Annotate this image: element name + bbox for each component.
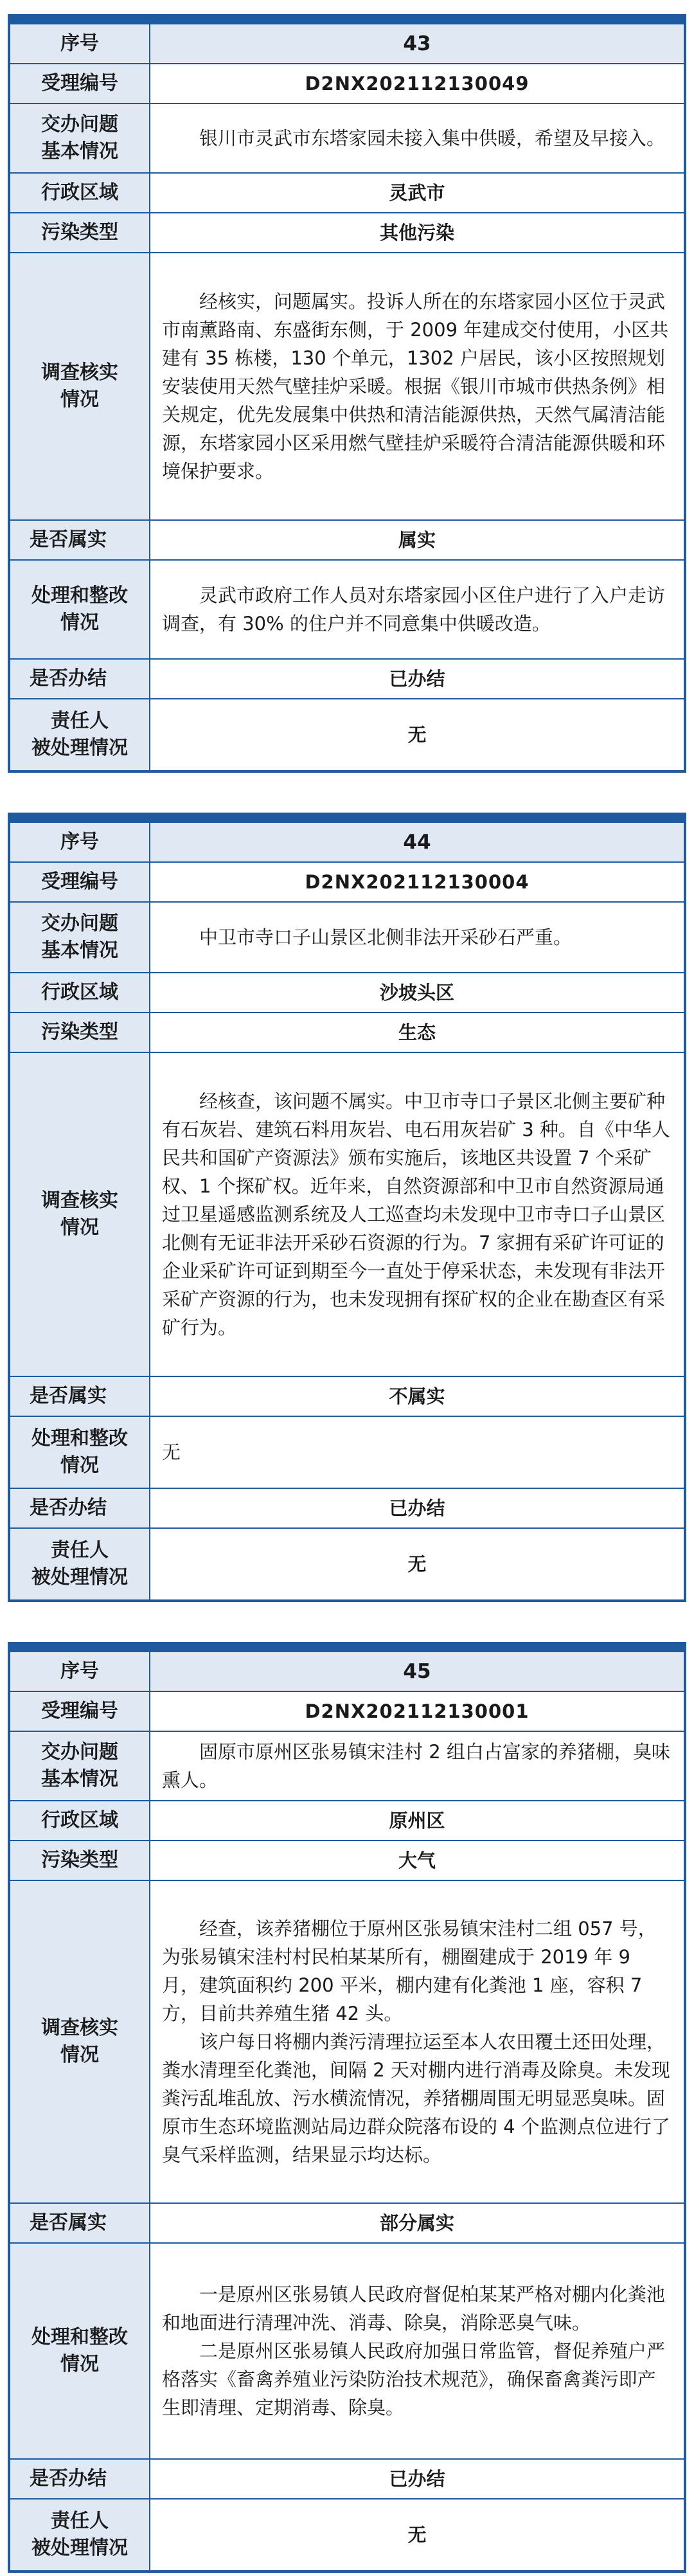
- label-investigation: 调查核实 情况: [10, 1052, 150, 1376]
- record-region: 灵武市: [150, 173, 684, 213]
- label-seq: 序号: [10, 24, 150, 64]
- label-done: 是否办结: [10, 1488, 150, 1528]
- label-handling: 处理和整改 情况: [10, 560, 150, 659]
- record-is-true: 部分属实: [150, 2203, 684, 2243]
- record-pollution: 生态: [150, 1013, 684, 1052]
- record-card-45: [8, 1642, 686, 2573]
- record-table: [9, 23, 685, 771]
- record-investigation: 经查，该养猪棚位于原州区张易镇宋洼村二组 057 号，为张易镇宋洼村村民柏某某所有，棚圈建成于 2019 年 9 月，建筑面积约 200 平米，棚内建有化粪池 1 座，容积 7 方，目前共养殖生猪 42 头。 该户每日将棚内粪污清理拉运至本人农田覆土还田处理，粪水清理至化粪池，间隔 2 天对棚内进行消毒及除臭。未发现粪污乱堆乱放、污水横流情况，养猪棚周围无明显恶臭味。固原市生态环境监测站局边群众院落布设的 4 个监测点位进行了臭气采样监测，结果显示均达标。: [150, 1880, 684, 2203]
- record-card-44: [8, 813, 686, 1602]
- label-responsible: 责任人 被处理情况: [10, 699, 150, 771]
- label-handling: 处理和整改 情况: [10, 1416, 150, 1488]
- label-pollution: 污染类型: [10, 1013, 150, 1052]
- record-problem: 固原市原州区张易镇宋洼村 2 组白占富家的养猪棚，臭味熏人。: [150, 1731, 684, 1801]
- label-responsible: 责任人 被处理情况: [10, 2499, 150, 2571]
- record-is-true: 不属实: [150, 1376, 684, 1416]
- label-region: 行政区域: [10, 973, 150, 1013]
- label-problem: 交办问题 基本情况: [10, 902, 150, 973]
- record-problem: 中卫市寺口子山景区北侧非法开采砂石严重。: [150, 902, 684, 973]
- record-handling: 灵武市政府工作人员对东塔家园小区住户进行了入户走访调查，有 30% 的住户并不同意集中供暖改造。: [150, 560, 684, 659]
- label-done: 是否办结: [10, 2459, 150, 2499]
- record-table: [9, 822, 685, 1601]
- label-handling: 处理和整改 情况: [10, 2243, 150, 2459]
- label-seq: 序号: [10, 1652, 150, 1691]
- record-is-true: 属实: [150, 520, 684, 560]
- record-region: 沙坡头区: [150, 973, 684, 1013]
- label-is-true: 是否属实: [10, 2203, 150, 2243]
- label-investigation: 调查核实 情况: [10, 253, 150, 520]
- record-done: 已办结: [150, 2459, 684, 2499]
- record-pollution: 大气: [150, 1841, 684, 1880]
- record-handling: 无: [150, 1416, 684, 1488]
- label-pollution: 污染类型: [10, 1841, 150, 1880]
- label-code: 受理编号: [10, 64, 150, 104]
- record-seq: 44: [150, 822, 684, 862]
- record-seq: 43: [150, 24, 684, 64]
- label-problem: 交办问题 基本情况: [10, 1731, 150, 1801]
- label-code: 受理编号: [10, 1691, 150, 1731]
- record-responsible: 无: [150, 699, 684, 771]
- record-table: [9, 1651, 685, 2571]
- record-done: 已办结: [150, 659, 684, 699]
- label-is-true: 是否属实: [10, 1376, 150, 1416]
- label-code: 受理编号: [10, 862, 150, 902]
- record-code: D2NX202112130004: [150, 862, 684, 902]
- record-code: D2NX202112130049: [150, 64, 684, 104]
- label-pollution: 污染类型: [10, 213, 150, 253]
- label-done: 是否办结: [10, 659, 150, 699]
- record-card-43: [8, 14, 686, 773]
- record-seq: 45: [150, 1652, 684, 1691]
- label-responsible: 责任人 被处理情况: [10, 1528, 150, 1600]
- record-problem: 银川市灵武市东塔家园未接入集中供暖，希望及早接入。: [150, 104, 684, 173]
- record-responsible: 无: [150, 2499, 684, 2571]
- record-region: 原州区: [150, 1801, 684, 1841]
- record-code: D2NX202112130001: [150, 1691, 684, 1731]
- record-investigation: 经核查，该问题不属实。中卫市寺口子景区北侧主要矿种有石灰岩、建筑石料用灰岩、电石用灰岩矿 3 种。自《中华人民共和国矿产资源法》颁布实施后，该地区共设置 7 个采矿权、1 个探矿权。近年来，自然资源部和中卫市自然资源局通过卫星遥感监测系统及人工巡查均未发现中卫市寺口子山景区北侧有无证非法开采砂石资源的行为。7 家拥有采矿许可证的企业采矿许可证到期至今一直处于停采状态，未发现有非法开采矿产资源的行为，也未发现拥有探矿权的企业在勘查区有采矿行为。: [150, 1052, 684, 1376]
- label-is-true: 是否属实: [10, 520, 150, 560]
- record-done: 已办结: [150, 1488, 684, 1528]
- record-handling: 一是原州区张易镇人民政府督促柏某某严格对棚内化粪池和地面进行清理冲洗、消毒、除臭，消除恶臭气味。 二是原州区张易镇人民政府加强日常监管，督促养殖户严格落实《畜禽养殖业污染防治技术规范》，确保畜禽粪污即产生即清理、定期消毒、除臭。: [150, 2243, 684, 2459]
- record-pollution: 其他污染: [150, 213, 684, 253]
- label-region: 行政区域: [10, 173, 150, 213]
- label-investigation: 调查核实 情况: [10, 1880, 150, 2203]
- record-investigation: 经核实，问题属实。投诉人所在的东塔家园小区位于灵武市南薰路南、东盛街东侧，于 2009 年建成交付使用，小区共建有 35 栋楼，130 个单元，1302 户居民，该小区按照规划安装使用天然气壁挂炉采暖。根据《银川市城市供热条例》相关规定，优先发展集中供热和清洁能源供热，天然气属清洁能源，东塔家园小区采用燃气壁挂炉采暖符合清洁能源供暖和环境保护要求。: [150, 253, 684, 520]
- label-seq: 序号: [10, 822, 150, 862]
- label-region: 行政区域: [10, 1801, 150, 1841]
- label-problem: 交办问题 基本情况: [10, 104, 150, 173]
- record-responsible: 无: [150, 1528, 684, 1600]
